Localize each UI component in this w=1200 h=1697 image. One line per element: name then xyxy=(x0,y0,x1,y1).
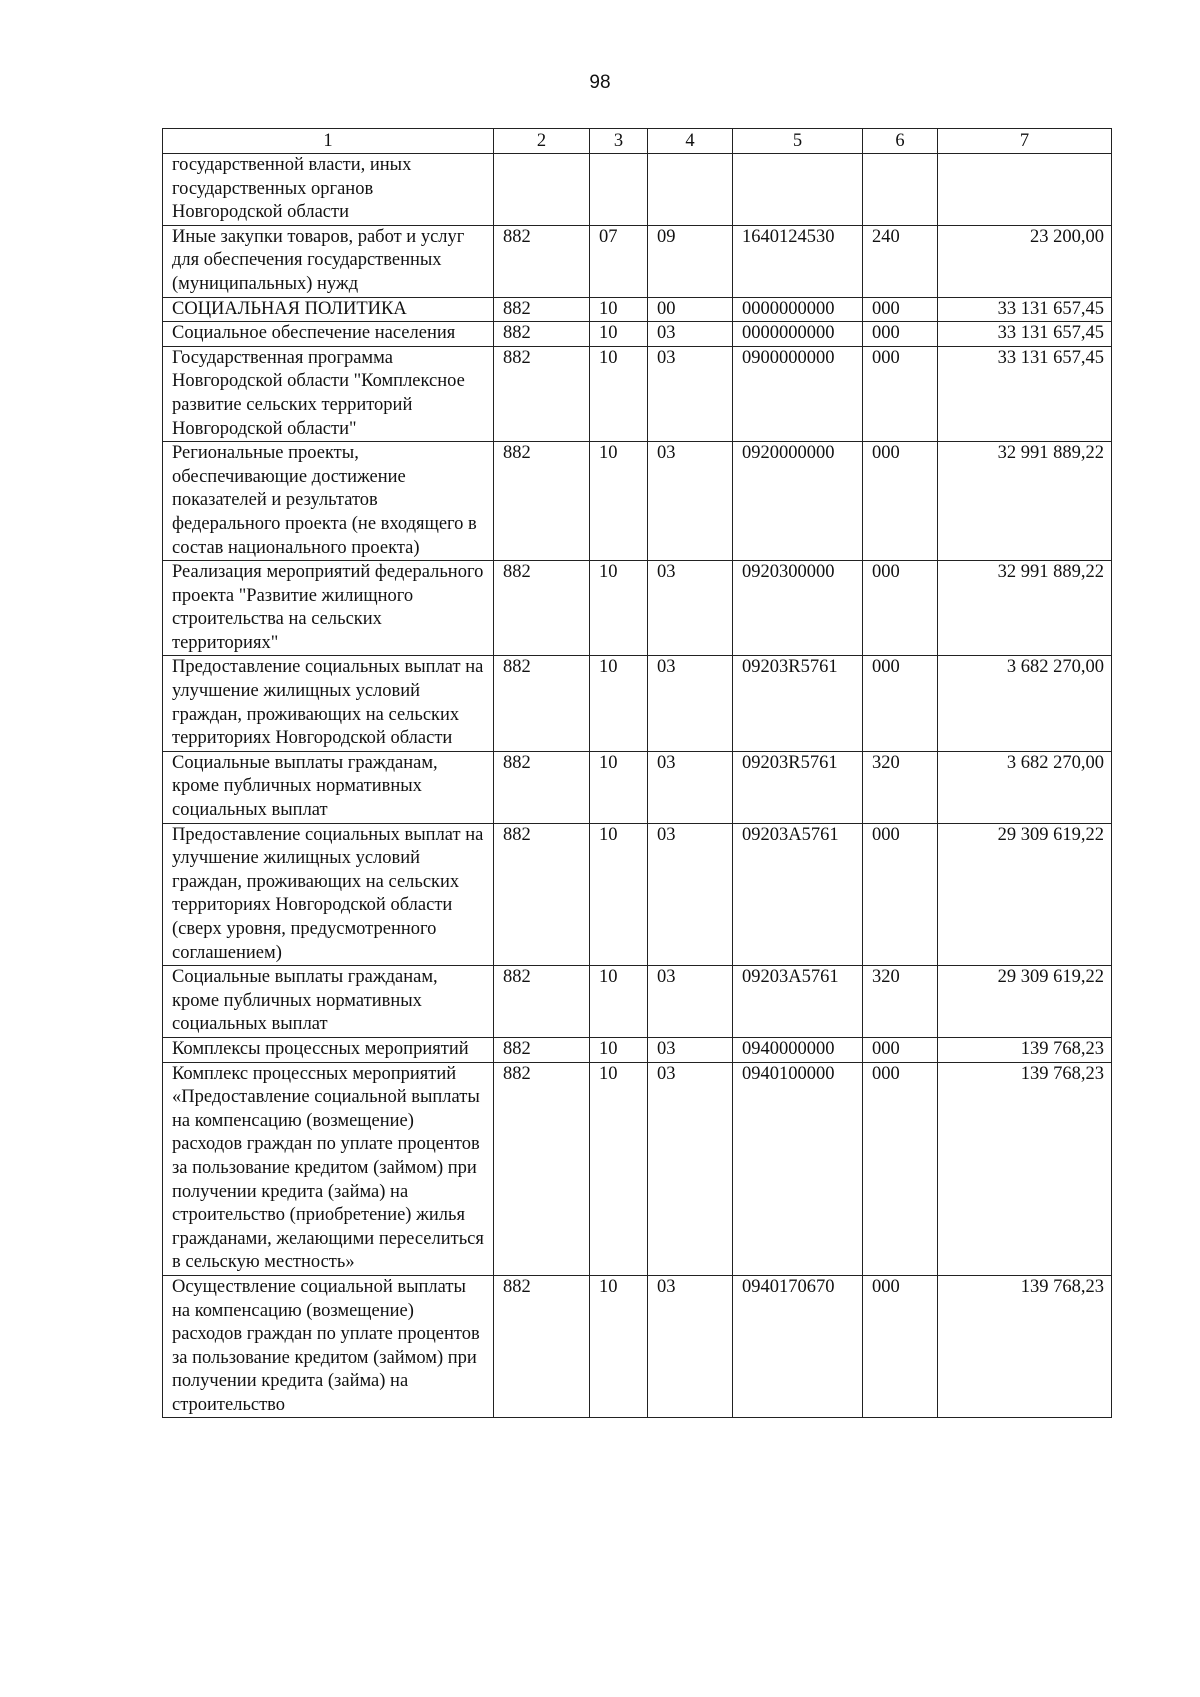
table-row xyxy=(163,442,1112,561)
table-row xyxy=(163,154,1112,226)
ministry-code-cell: 882 xyxy=(494,442,590,561)
amount-cell: 29 309 619,22 xyxy=(938,966,1112,1038)
target-article-cell: 0000000000 xyxy=(733,322,863,347)
amount-cell: 3 682 270,00 xyxy=(938,656,1112,751)
subsection-code-cell: 03 xyxy=(648,656,733,751)
table-row xyxy=(163,297,1112,322)
section-code-cell: 10 xyxy=(590,442,648,561)
row-name-cell: Социальные выплаты гражданам, кроме публичных нормативных социальных выплат xyxy=(163,751,494,823)
header-cell: 5 xyxy=(733,129,863,154)
ministry-code-cell: 882 xyxy=(494,346,590,441)
amount-cell: 139 768,23 xyxy=(938,1062,1112,1275)
target-article-cell: 0000000000 xyxy=(733,297,863,322)
table-row xyxy=(163,225,1112,297)
amount-cell: 33 131 657,45 xyxy=(938,322,1112,347)
amount-cell: 33 131 657,45 xyxy=(938,297,1112,322)
section-code-cell: 10 xyxy=(590,1275,648,1418)
subsection-code-cell: 00 xyxy=(648,297,733,322)
target-article-cell: 0940170670 xyxy=(733,1275,863,1418)
subsection-code-cell: 09 xyxy=(648,225,733,297)
ministry-code-cell: 882 xyxy=(494,225,590,297)
ministry-code-cell: 882 xyxy=(494,561,590,656)
header-cell: 3 xyxy=(590,129,648,154)
section-code-cell: 10 xyxy=(590,823,648,966)
target-article-cell: 0920000000 xyxy=(733,442,863,561)
subsection-code-cell: 03 xyxy=(648,966,733,1038)
header-cell: 2 xyxy=(494,129,590,154)
ministry-code-cell: 882 xyxy=(494,823,590,966)
table-row xyxy=(163,656,1112,751)
amount-cell: 33 131 657,45 xyxy=(938,346,1112,441)
table-row xyxy=(163,561,1112,656)
table-header-row xyxy=(163,129,1112,154)
target-article-cell xyxy=(733,154,863,226)
row-name-cell: Предоставление социальных выплат на улучшение жилищных условий граждан, проживающих на сельских территориях Новгородской области xyxy=(163,656,494,751)
subsection-code-cell: 03 xyxy=(648,1037,733,1062)
expense-type-cell: 000 xyxy=(863,322,938,347)
section-code-cell: 07 xyxy=(590,225,648,297)
expense-type-cell: 000 xyxy=(863,656,938,751)
row-name-cell: Иные закупки товаров, работ и услуг для обеспечения государственных (муниципальных) нужд xyxy=(163,225,494,297)
subsection-code-cell: 03 xyxy=(648,346,733,441)
section-code-cell: 10 xyxy=(590,322,648,347)
header-cell: 1 xyxy=(163,129,494,154)
section-code-cell xyxy=(590,154,648,226)
amount-cell: 139 768,23 xyxy=(938,1275,1112,1418)
row-name-cell: Комплекс процессных мероприятий «Предоставление социальной выплаты на компенсацию (возмещение) расходов граждан по уплате процентов за пользование кредитом (займом) при получении кредита (займа) на строительство (приобретение) жилья гражданами, желающими переселиться в сельскую местность» xyxy=(163,1062,494,1275)
subsection-code-cell xyxy=(648,154,733,226)
section-code-cell: 10 xyxy=(590,1062,648,1275)
row-name-cell: Предоставление социальных выплат на улучшение жилищных условий граждан, проживающих на сельских территориях Новгородской области (сверх уровня, предусмотренного соглашением) xyxy=(163,823,494,966)
expense-type-cell: 000 xyxy=(863,346,938,441)
target-article-cell: 09203R5761 xyxy=(733,751,863,823)
expense-type-cell: 000 xyxy=(863,1275,938,1418)
row-name-cell: Региональные проекты, обеспечивающие достижение показателей и результатов федерального проекта (не входящего в состав национального проекта) xyxy=(163,442,494,561)
target-article-cell: 09203A5761 xyxy=(733,966,863,1038)
target-article-cell: 0940100000 xyxy=(733,1062,863,1275)
ministry-code-cell: 882 xyxy=(494,322,590,347)
expense-type-cell: 000 xyxy=(863,442,938,561)
header-cell: 6 xyxy=(863,129,938,154)
header-cell: 7 xyxy=(938,129,1112,154)
table-row xyxy=(163,966,1112,1038)
ministry-code-cell: 882 xyxy=(494,1275,590,1418)
table-row xyxy=(163,751,1112,823)
subsection-code-cell: 03 xyxy=(648,1062,733,1275)
ministry-code-cell: 882 xyxy=(494,1062,590,1275)
row-name-cell: государственной власти, иных государственных органов Новгородской области xyxy=(163,154,494,226)
expense-type-cell: 000 xyxy=(863,561,938,656)
target-article-cell: 0940000000 xyxy=(733,1037,863,1062)
budget-table xyxy=(162,128,1112,1418)
amount-cell xyxy=(938,154,1112,226)
target-article-cell: 0920300000 xyxy=(733,561,863,656)
section-code-cell: 10 xyxy=(590,346,648,441)
expense-type-cell: 000 xyxy=(863,1037,938,1062)
expense-type-cell: 320 xyxy=(863,751,938,823)
expense-type-cell: 240 xyxy=(863,225,938,297)
section-code-cell: 10 xyxy=(590,751,648,823)
amount-cell: 3 682 270,00 xyxy=(938,751,1112,823)
ministry-code-cell xyxy=(494,154,590,226)
page-number: 98 xyxy=(589,72,611,93)
section-code-cell: 10 xyxy=(590,966,648,1038)
ministry-code-cell: 882 xyxy=(494,1037,590,1062)
subsection-code-cell: 03 xyxy=(648,1275,733,1418)
expense-type-cell: 320 xyxy=(863,966,938,1038)
target-article-cell: 1640124530 xyxy=(733,225,863,297)
subsection-code-cell: 03 xyxy=(648,823,733,966)
row-name-cell: Социальное обеспечение населения xyxy=(163,322,494,347)
amount-cell: 32 991 889,22 xyxy=(938,442,1112,561)
section-code-cell: 10 xyxy=(590,297,648,322)
ministry-code-cell: 882 xyxy=(494,656,590,751)
ministry-code-cell: 882 xyxy=(494,297,590,322)
table-row xyxy=(163,1062,1112,1275)
subsection-code-cell: 03 xyxy=(648,442,733,561)
table-row xyxy=(163,1275,1112,1418)
subsection-code-cell: 03 xyxy=(648,322,733,347)
ministry-code-cell: 882 xyxy=(494,966,590,1038)
section-code-cell: 10 xyxy=(590,1037,648,1062)
table-row xyxy=(163,1037,1112,1062)
expense-type-cell xyxy=(863,154,938,226)
target-article-cell: 09203R5761 xyxy=(733,656,863,751)
row-name-cell: Комплексы процессных мероприятий xyxy=(163,1037,494,1062)
ministry-code-cell: 882 xyxy=(494,751,590,823)
amount-cell: 23 200,00 xyxy=(938,225,1112,297)
section-code-cell: 10 xyxy=(590,656,648,751)
expense-type-cell: 000 xyxy=(863,297,938,322)
amount-cell: 139 768,23 xyxy=(938,1037,1112,1062)
target-article-cell: 09203A5761 xyxy=(733,823,863,966)
row-name-cell: Осуществление социальной выплаты на компенсацию (возмещение) расходов граждан по уплате процентов за пользование кредитом (займом) при получении кредита (займа) на строительство xyxy=(163,1275,494,1418)
target-article-cell: 0900000000 xyxy=(733,346,863,441)
amount-cell: 29 309 619,22 xyxy=(938,823,1112,966)
row-name-cell: Государственная программа Новгородской области "Комплексное развитие сельских территорий Новгородской области" xyxy=(163,346,494,441)
expense-type-cell: 000 xyxy=(863,823,938,966)
row-name-cell: СОЦИАЛЬНАЯ ПОЛИТИКА xyxy=(163,297,494,322)
row-name-cell: Социальные выплаты гражданам, кроме публичных нормативных социальных выплат xyxy=(163,966,494,1038)
table-row xyxy=(163,823,1112,966)
table-row xyxy=(163,322,1112,347)
expense-type-cell: 000 xyxy=(863,1062,938,1275)
row-name-cell: Реализация мероприятий федерального проекта "Развитие жилищного строительства на сельских территориях" xyxy=(163,561,494,656)
subsection-code-cell: 03 xyxy=(648,561,733,656)
amount-cell: 32 991 889,22 xyxy=(938,561,1112,656)
section-code-cell: 10 xyxy=(590,561,648,656)
subsection-code-cell: 03 xyxy=(648,751,733,823)
header-cell: 4 xyxy=(648,129,733,154)
table-row xyxy=(163,346,1112,441)
